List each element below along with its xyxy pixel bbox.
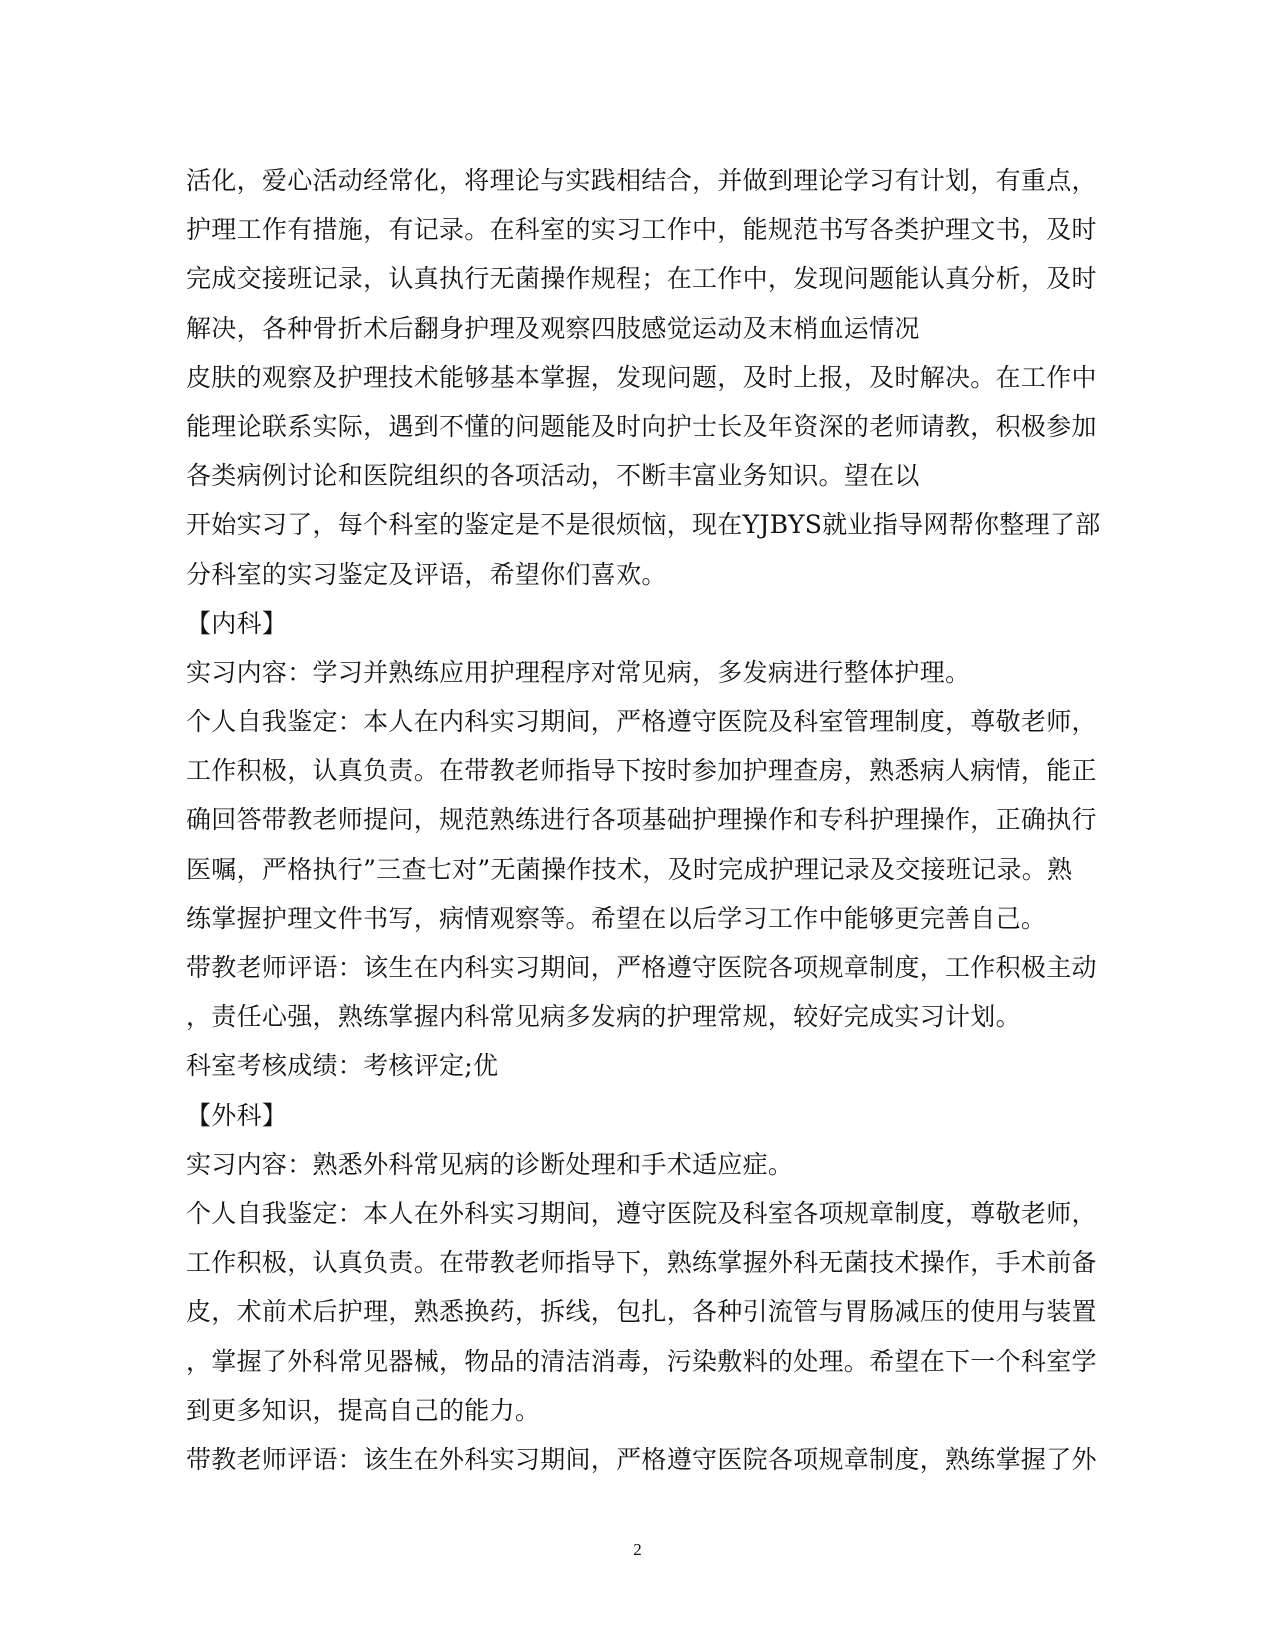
page-number: 2 [633, 1540, 642, 1559]
text-line: 带教老师评语：该生在内科实习期间，严格遵守医院各项规章制度，工作积极主动 [186, 953, 1097, 982]
text-line: 工作积极，认真负责。在带教老师指导下，熟练掌握外科无菌技术操作，手术前备 [186, 1248, 1097, 1278]
section-heading-internal-medicine: 【内科】 [186, 608, 288, 638]
text-line: ，责任心强，熟练掌握内科常见病多发病的护理常规，较好完成实习计划。 [186, 1002, 1021, 1032]
text-line: 实习内容：学习并熟练应用护理程序对常见病，多发病进行整体护理。 [186, 657, 971, 687]
section-heading-surgery: 【外科】 [186, 1100, 288, 1130]
text-line: 分科室的实习鉴定及评语，希望你们喜欢。 [186, 559, 667, 589]
text-line: 确回答带教老师提问，规范熟练进行各项基础护理操作和专科护理操作，正确执行 [186, 805, 1097, 835]
text-line: 皮肤的观察及护理技术能够基本掌握，发现问题，及时上报，及时解决。在工作中 [186, 362, 1097, 392]
text-line: 解决，各种骨折术后翻身护理及观察四肢感觉运动及末梢血运情况 [186, 313, 920, 343]
text-line: 到更多知识，提高自己的能力。 [186, 1395, 541, 1425]
text-line: 完成交接班记录，认真执行无菌操作规程；在工作中，发现问题能认真分析，及时 [186, 264, 1097, 294]
text-line: 练掌握护理文件书写，病情观察等。希望在以后学习工作中能够更完善自己。 [186, 903, 1047, 933]
text-line: 科室考核成绩：考核评定;优 [186, 1051, 499, 1081]
text-line: 能理论联系实际，遇到不懂的问题能及时向护士长及年资深的老师请教，积极参加 [186, 411, 1097, 441]
text-line: 医嘱，严格执行”三查七对”无菌操作技术，及时完成护理记录及交接班记录。熟 [186, 854, 1073, 884]
text-line: 个人自我鉴定：本人在内科实习期间，严格遵守医院及科室管理制度，尊敬老师， [186, 707, 1097, 737]
body-text [186, 156, 1101, 1484]
text-line: 各类病例讨论和医院组织的各项活动，不断丰富业务知识。望在以 [186, 461, 920, 491]
text-line: 带教老师评语：该生在外科实习期间，严格遵守医院各项规章制度，熟练掌握了外 [186, 1444, 1097, 1474]
text-line: 开始实习了，每个科室的鉴定是不是很烦恼，现在YJBYS就业指导网帮你整理了部 [186, 510, 1101, 540]
text-line: ，掌握了外科常见器械，物品的清洁消毒，污染敷料的处理。希望在下一个科室学 [186, 1346, 1097, 1376]
text-line: 实习内容：熟悉外科常见病的诊断处理和手术适应症。 [186, 1149, 794, 1179]
text-line: 工作积极，认真负责。在带教老师指导下按时参加护理查房，熟悉病人病情，能正 [186, 756, 1097, 786]
text-line: 个人自我鉴定：本人在外科实习期间，遵守医院及科室各项规章制度，尊敬老师， [186, 1198, 1097, 1228]
text-line: 护理工作有措施，有记录。在科室的实习工作中，能规范书写各类护理文书，及时 [186, 215, 1097, 245]
text-line: 皮，术前术后护理，熟悉换药，拆线，包扎，各种引流管与胃肠减压的使用与装置 [186, 1297, 1097, 1327]
text-line: 活化，爱心活动经常化，将理论与实践相结合，并做到理论学习有计划，有重点， [186, 166, 1097, 195]
